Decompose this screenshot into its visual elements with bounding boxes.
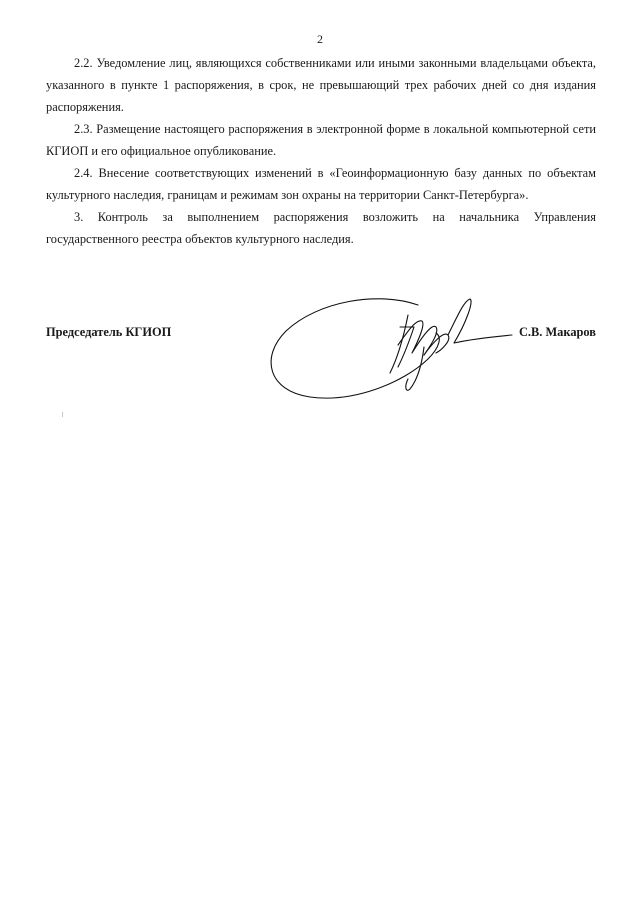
- scan-artifact: [62, 412, 63, 417]
- document-body: [46, 52, 596, 250]
- paragraph-2-2: 2.2. Уведомление лиц, являющихся собственниками или иными законными владельцами объекта, указанного в пункте 1 распоряжения, в срок, не превышающий трех рабочих дней со дня издания распоряжения.: [46, 56, 596, 114]
- signer-title: Председатель КГИОП: [46, 325, 172, 339]
- paragraph-2-4: 2.4. Внесение соответствующих изменений в «Геоинформационную базу данных по объектам культурного наследия, границам и режимам зон охраны на территории Санкт-Петербурга».: [46, 166, 596, 202]
- paragraph-2-3: 2.3. Размещение настоящего распоряжения в электронной форме в локальной компьютерной сети КГИОП и его официальное опубликование.: [46, 122, 596, 158]
- signer-name: С.В. Макаров: [518, 325, 596, 339]
- page-number: 2: [317, 32, 323, 46]
- signature-block: [46, 320, 596, 420]
- paragraph-3: 3. Контроль за выполнением распоряжения возложить на начальника Управления государственного реестра объектов культурного наследия.: [46, 210, 596, 246]
- handwritten-signature: [258, 287, 528, 412]
